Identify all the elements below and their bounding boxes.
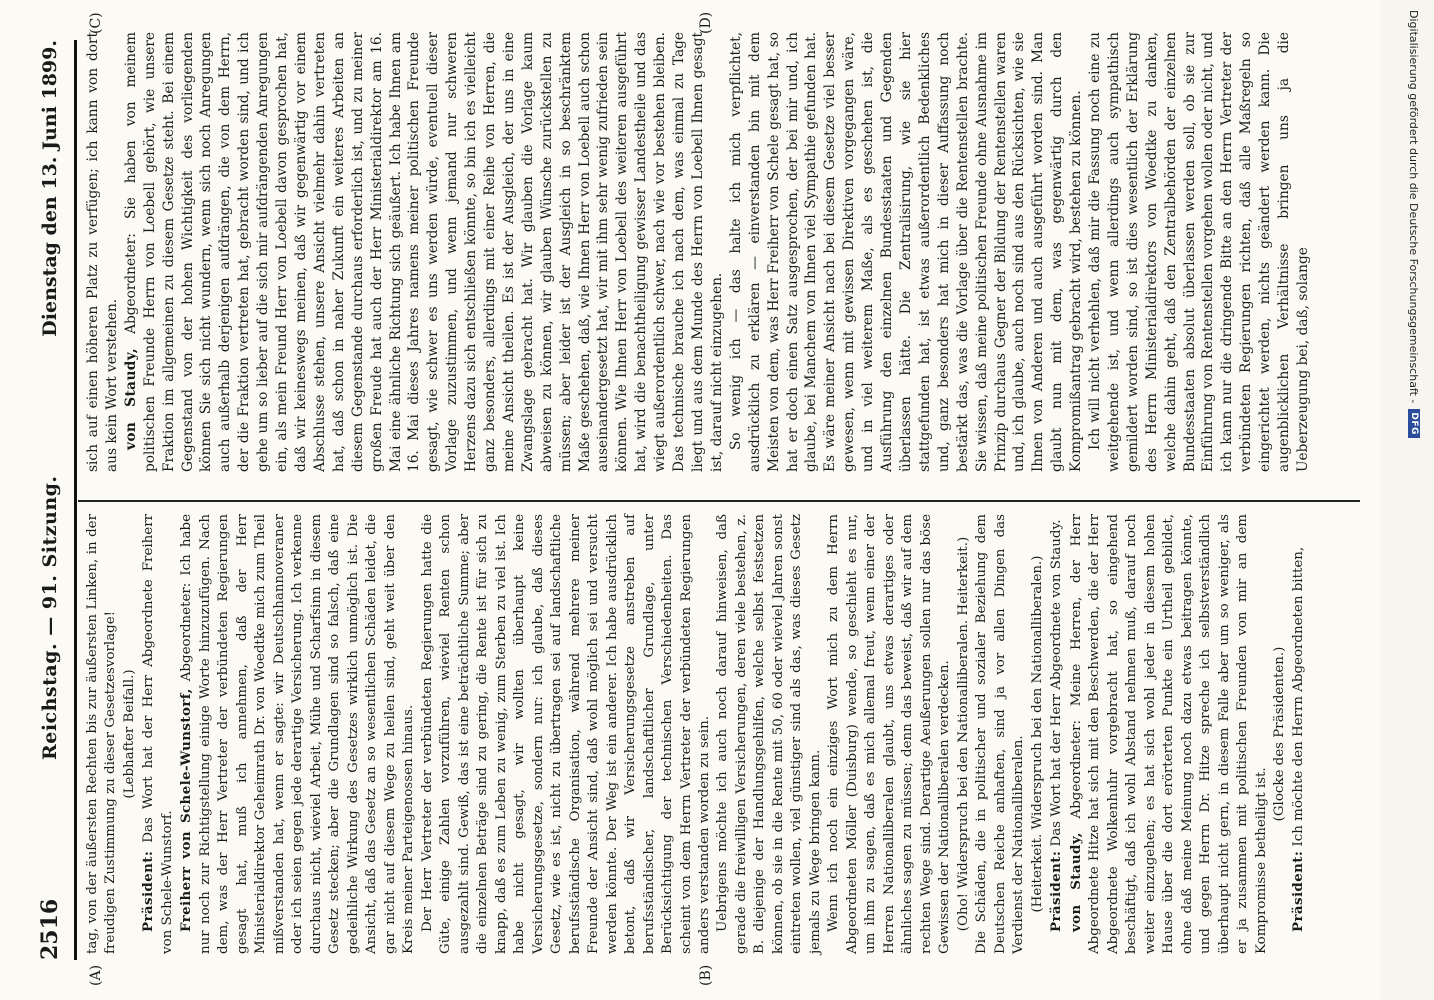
speech-text: Ich möchte den Herrn Abgeordneten bitten, <box>1291 546 1307 847</box>
credit-text: Digitalisierung gefördert durch die Deutsche Forschungsgemeinschaft - <box>1407 10 1421 404</box>
column-divider <box>78 500 1360 502</box>
margin-marker-a: (A) <box>88 964 104 986</box>
speech-paragraph <box>1067 514 1271 954</box>
speech-paragraph <box>1047 514 1066 954</box>
page-number: 2516 <box>37 898 63 960</box>
session-date: Dienstag den 13. Juni 1899. <box>39 40 61 337</box>
left-column <box>84 514 1309 954</box>
right-column <box>84 32 1313 472</box>
speaker-name: Freiherr von Schele-Wunstorf, <box>178 688 195 932</box>
speech-paragraph <box>139 514 177 954</box>
text-paragraph: Uebrigens möchte ich auch noch darauf hinweisen, daß gerade die freiwilligen Versicherungen, deren viele bestehen, z. B. diejenige der Handlungsgehilfen, welche selbst festsetzen können, ob sie in die Rente mit 50, 60 oder wieviel Jahren sonst eintreten wollen, viel günstiger sind als das, was dieses Gesetz jemals zu Wege bringen kann. <box>715 514 823 954</box>
dfg-logo: DFG <box>1408 409 1420 438</box>
text-paragraph: sich auf einen höheren Platz zu verfügen; ich kann von dort aus kein Wort verstehen. <box>85 32 120 472</box>
speaker-name: Präsident: <box>1290 850 1307 932</box>
interjection: (Glocke des Präsidenten.) <box>1272 646 1287 822</box>
interjection: (Lebhafter Beifall.) <box>121 669 137 799</box>
header-rule <box>74 40 77 960</box>
speaker-name: Präsident: <box>1048 850 1065 932</box>
interjection: (Heiterkeit. Widerspruch bei den Nationalliberalen.) <box>1029 555 1045 913</box>
text-paragraph: Der Herr Vertreter der verbündeten Regierungen hatte die Güte, einige Zahlen vorzuführen, wieviel Renten schon ausgezahlt sind. Gewiß, das ist eine beträchtliche Summe; aber die einzelnen Beträge sind zu gering, die Rente ist für sich zu knapp, daß es zum Leben zu wenig, zum Sterben zu viel ist. Ich habe nicht gesagt, wir wollten überhaupt keine Versicherungsgesetze, sondern nur: ich glaube, daß dieses Gesetz, wie es ist, nicht zu übertragen sei auf landschaftliche berufsständische Organisation, während mehrere meiner Freunde der Ansicht sind, daß wohl möglich sei und versucht werden könnte. Der Weg ist ein anderer. Ich habe ausdrücklich betont, daß wir Versicherungsgesetze anstreben auf berufsständischer, landschaftlicher Grundlage, unter Berücksichtigung der technischen Verschiedenheiten. Das scheint von dem Herrn Vertreter der verbündeten Regierungen anders verstanden worden zu sein. <box>419 514 712 954</box>
digitization-credit <box>1406 10 1430 990</box>
speaker-name: von Staudy, <box>122 348 139 450</box>
text-paragraph: Wenn ich noch ein einziges Wort mich zu dem Herrn Abgeordneten Möller (Duisburg) wende, so geschieht es nur, um ihm zu sagen, daß es mich allemal freut, wenn einer der Herren Nationalliberalen glaubt, uns etwas derartiges oder ähnliches sagen zu müssen; denn das beweist, daß wir auf dem rechten Wege sind. Derartige Aeußerungen sollen nur das böse Gewissen der Nationalliberalen verdecken. <box>826 514 953 954</box>
speaker-name: Präsident: <box>140 850 157 932</box>
speech-text: Das Wort hat der Herr Abgeordnete von Staudy. <box>1049 519 1065 847</box>
speech-text: Das Wort hat der Herr Abgeordnete Freiherr von Schele-Wunstorf. <box>141 513 175 954</box>
speaker-name: von Staudy, <box>1067 832 1084 932</box>
text-paragraph: So wenig ich — das halte ich mich verpflichtet, ausdrücklich zu erklären — einverstanden bin mit dem Meisten von dem, was Herr Freiherr von Schele gesagt hat, so hat er doch einen Satz ausgesprochen, der bei mir und, ich glaube, bei Manchem von Ihnen viel Sympathie gefunden hat. Es wäre meiner Ansicht nach bei diesem Gesetze viel besser gewesen, wenn mit gewissen Direktiven vorgegangen wäre, und in viel weiterem Maße, als es geschehen ist, die Ausführung den einzelnen Bundesstaaten und Gegenden überlassen hätte. Die Zentralisirung, wie sie hier stattgefunden hat, ist etwas außerordentlich Bedenkliches und, ganz besonders hat mich in dieser Auffassung noch bestärkt das, was die Vorlage über die Rentenstellen brachte. Sie wissen, daß meine politischen Freunde ohne Ausnahme im Prinzip durchaus Gegner der Bildung der Rentenstellen waren und, ich glaube, auch noch sind aus den Rücksichten, wie sie Ihnen von Anderen und auch ausgeführt worden sind. Man glaubt nun mit dem, was gegenwärtig durch den Kompromißantrag gebracht wird, bestehen zu können. <box>727 32 1085 472</box>
speech-text: Abgeordneter: Ich habe nur noch zur Richtigstellung einige Worte hinzuzufügen. Nach dem, was der Herr Vertreter der verbündeten Regierungen gesagt hat, muß ich annehmen, daß der Herr Ministerialdirektor Geheimrath Dr. von Woedtke mich zum Theil mißverstanden hat, wenn er sagte: wir Deutschhannoveraner oder ich seien gegen jede derartige Versicherung. Ich verkenne durchaus nicht, wieviel Arbeit, Mühe und Scharfsinn in diesem Gesetz stecken; aber die Grundlagen sind so falsch, daß eine gedeihliche Wirkung des Gesetzes wirklich unmöglich ist. Die Ansicht, daß das Gesetz an so wesentlichen Schäden leidet, die gar nicht auf diesem Wege zu heilen sind, geht weit über den Kreis meiner Parteigenossen hinaus. <box>179 514 417 954</box>
interjection: (Oho! Widerspruch bei den Nationalliberalen. Heiterkeit.) <box>955 536 971 932</box>
text-paragraph: Ich will nicht verhehlen, daß mir die Fassung noch eine zu weitgehende ist, und wenn allerdings auch sympathisch gemildert worden sind, so ist dies wesentlich der Erklärung des Herrn Ministerialdirektors von Woedtke zu danken, welche dahin geht, daß den Zentralbehörden der einzelnen Bundesstaaten absolut überlassen werden soll, ob sie zur Einführung von Rentenstellen vorgehen wollen oder nicht, und ich kann nur die dringende Bitte an den Herrn Vertreter der verbündeten Regierungen richten, daß alle Maßregeln so eingerichtet werden, nichts geändert werden kann. Die augenblicklichen Verhältnisse bringen uns ja die Ueberzeugung bei, daß, solange <box>1087 32 1311 472</box>
margin-marker-b: (B) <box>698 964 714 986</box>
speech-paragraph <box>122 32 727 472</box>
margin-marker-d: (D) <box>698 11 714 34</box>
text-paragraph: tag, von der äußersten Rechten bis zur äußersten Linken, in der freudigen Zustimmung zu dieser Gesetzesvorlage! <box>85 514 119 954</box>
margin-marker-c: (C) <box>88 12 104 34</box>
speech-paragraph <box>177 514 418 954</box>
page-header <box>34 40 66 960</box>
text-paragraph: Die Schäden, die in politischer und sozialer Beziehung dem Deutschen Reiche anhaften, sind ja vor allen Dingen das Verdienst der Nationalliberalen. <box>974 514 1027 954</box>
speech-text: Abgeordneter: Meine Herren, der Herr Abgeordnete Hitze hat sich mit den Beschwerden, die der Herr Abgeordnete Wolkenhuhr vorgebracht hat, so eingehend beschäftigt, daß ich wohl Abstand nehmen muß, darauf noch weiter einzugehen; es hat sich wohl jeder in diesem hohen Hause über die dort erörterten Punkte ein Urtheil gebildet, ohne daß meine Meinung noch dazu etwas beitragen könnte, und gegen Herrn Dr. Hitze spreche ich selbstverständlich überhaupt nicht gern, in diesem Falle aber um so weniger, als er ja zusammen mit politischen Freunden von mir an dem Kompromisse betheiligt ist. <box>1068 514 1269 954</box>
session-title: Reichstag. — 91. Sitzung. <box>39 475 61 761</box>
speech-text: Abgeordneter: Sie haben von meinem politischen Freunde Herrn von Loebell gehört, wie unsere Fraktion im allgemeinen zu diesem Gesetze steht. Bei einem Gegenstand von der hohen Wichtigkeit des vorliegenden können Sie sich nicht wundern, wenn sich noch Anregungen auch außerhalb derjenigen aufdrängen, die von dem Herrn, der die Fraktion vertreten hat, gebracht worden sind, und ich gehe um so lieber auf die sich mir aufdrängenden Anregungen ein, als mein Freund Herr von Loebell davon gesprochen hat, daß wir keineswegs meinen, daß wir gegenwärtig vor einem Abschlusse stehen, unsere Ansicht vielmehr dahin vertreten hat, daß schon in naher Zukunft ein weiteres Arbeiten an diesem Gegenstande durchaus erforderlich ist, und zu meiner großen Freude hat auch der Herr Ministerialdirektor am 16. Mai eine ähnliche Richtung sich geäußert. Ich habe Ihnen am 16. Mai dieses Jahres namens meiner politischen Freunde gesagt, wie schwer es uns werden würde, eventuell dieser Vorlage zuzustimmen, und wenn jemand nur schweren Herzens dazu sich entschließen könnte, so bin ich es vielleicht ganz besonders, allerdings mit einer Reihe von Herren, die meine Ansicht theilen. Es ist der Ausgleich, der uns in eine Zwangslage gebracht hat. Wir glauben die Vorlage kaum abweisen zu können, wir glauben Wünsche zurückstellen zu müssen; aber leider ist der Ausgleich in so beschränktem Maße geschehen, daß, wie Ihnen Herr von Loebell auch schon auseinandergesetzt hat, wir mit ihm sehr wenig zufrieden sein können. Wie Ihnen Herr von Loebell des weiteren ausgeführt hat, wird die benachtheiligung gewisser Landestheile und das wiegt außerordentlich schwer, nach wie vor bestehen bleiben. Das technische brauche ich nach dem, was einmal zu Tage liegt und aus dem Munde des Herrn von Loebell Ihnen gesagt ist, darauf nicht einzugehen. <box>122 32 725 472</box>
speech-paragraph <box>1289 514 1308 954</box>
